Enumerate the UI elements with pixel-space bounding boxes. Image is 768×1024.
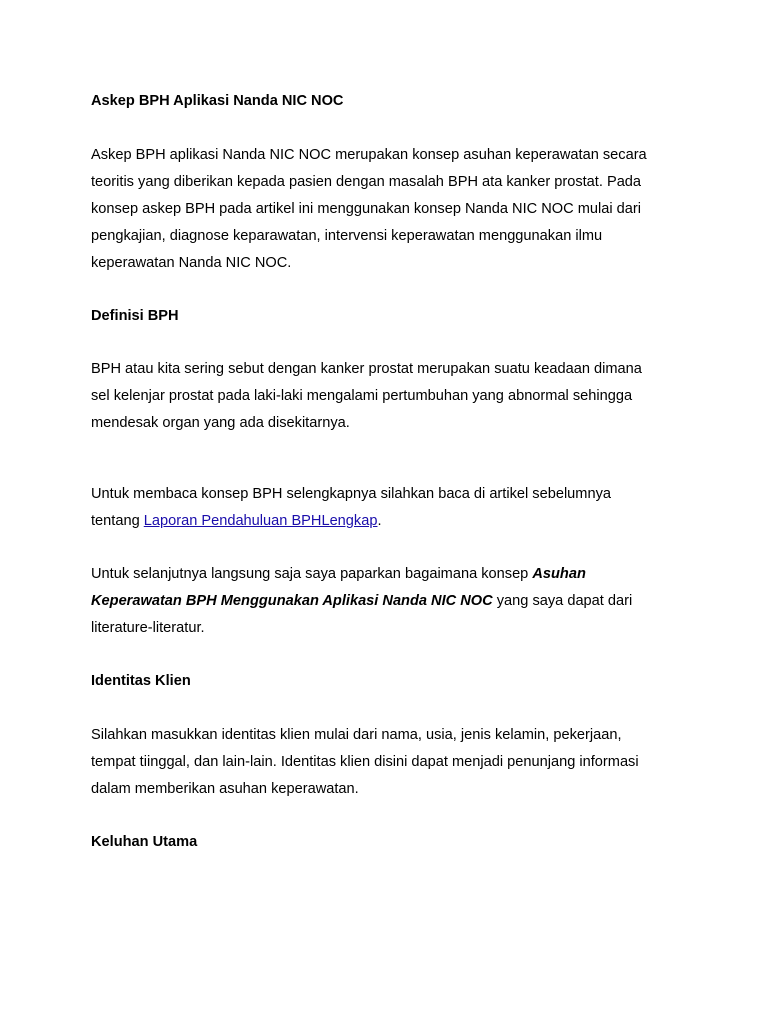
identitas-line: Silahkan masukkan identitas klien mulai dari nama, usia, jenis kelamin, pekerjaan, xyxy=(91,727,622,743)
selanjutnya-prefix: Untuk selanjutnya langsung saja saya paparkan bagaimana konsep xyxy=(91,566,533,582)
definisi-line: BPH atau kita sering sebut dengan kanker prostat merupakan suatu keadaan dimana xyxy=(91,361,642,377)
document-title: Askep BPH Aplikasi Nanda NIC NOC xyxy=(91,93,344,109)
definisi-paragraph xyxy=(91,356,681,437)
identitas-paragraph xyxy=(91,722,681,803)
selanjutnya-suffix: yang saya dapat dari xyxy=(492,593,633,609)
heading-definisi: Definisi BPH xyxy=(91,308,179,324)
intro-line: keperawatan Nanda NIC NOC. xyxy=(91,255,292,271)
laporan-pendahuluan-link[interactable]: Laporan Pendahuluan BPHLengkap xyxy=(143,513,378,529)
heading-keluhan: Keluhan Utama xyxy=(91,834,198,850)
definisi-line: sel kelenjar prostat pada laki-laki mengalami pertumbuhan yang abnormal sehingga xyxy=(91,388,633,404)
baca-line: Untuk membaca konsep BPH selengkapnya silahkan baca di artikel sebelumnya xyxy=(91,486,611,502)
selanjutnya-line: literature-literatur. xyxy=(91,620,205,636)
baca-paragraph xyxy=(91,481,681,535)
baca-line xyxy=(91,508,681,535)
intro-line: konsep askep BPH pada artikel ini menggunakan konsep Nanda NIC NOC mulai dari xyxy=(91,201,641,217)
identitas-line: tempat tiinggal, dan lain-lain. Identitas klien disini dapat menjadi penunjang informasi xyxy=(91,754,639,770)
intro-paragraph xyxy=(91,142,681,277)
selanjutnya-line xyxy=(91,588,681,615)
selanjutnya-line xyxy=(91,561,681,588)
selanjutnya-emphasis: Asuhan xyxy=(532,566,586,582)
heading-identitas: Identitas Klien xyxy=(91,673,191,689)
intro-line: pengkajian, diagnose keparawatan, intervensi keperawatan menggunakan ilmu xyxy=(91,228,603,244)
selanjutnya-emphasis: Keperawatan BPH Menggunakan Aplikasi Nanda NIC NOC xyxy=(91,593,493,609)
selanjutnya-paragraph xyxy=(91,561,681,642)
intro-line: teoritis yang diberikan kepada pasien dengan masalah BPH ata kanker prostat. Pada xyxy=(91,174,642,190)
intro-line: Askep BPH aplikasi Nanda NIC NOC merupakan konsep asuhan keperawatan secara xyxy=(91,147,647,163)
baca-prefix: tentang xyxy=(91,513,144,529)
definisi-line: mendesak organ yang ada disekitarnya. xyxy=(91,415,350,431)
identitas-line: dalam memberikan asuhan keperawatan. xyxy=(91,781,359,797)
baca-suffix: . xyxy=(377,513,382,529)
